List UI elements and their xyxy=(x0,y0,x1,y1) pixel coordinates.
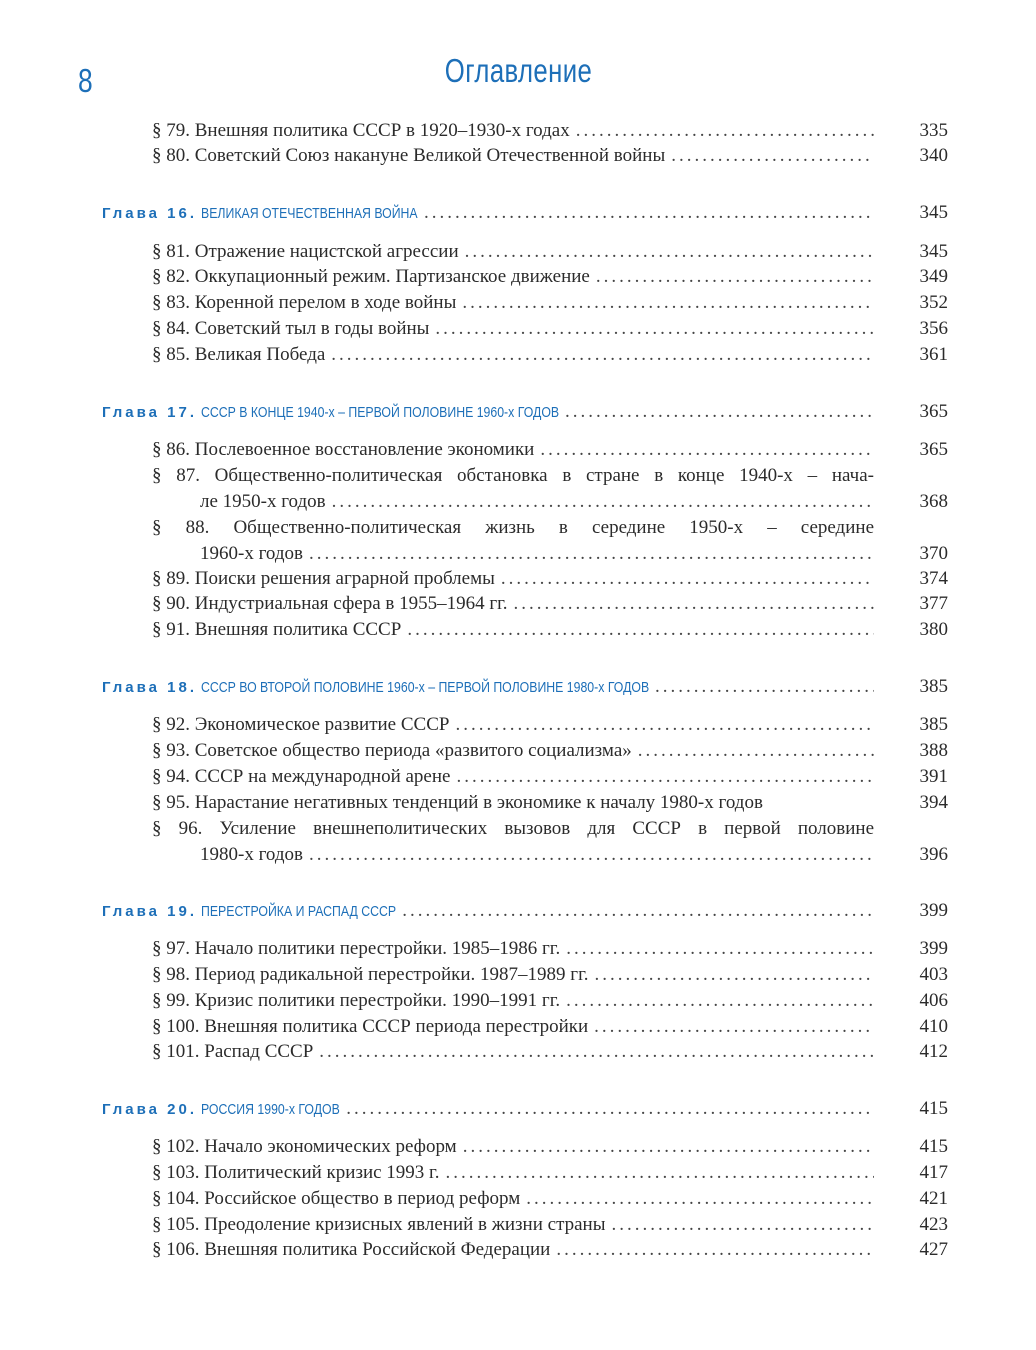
section-title: СССР на международной арене xyxy=(194,766,451,787)
leader-dots xyxy=(455,712,874,738)
chapter-title: ПЕРЕСТРОЙКА И РАСПАД СССР xyxy=(201,903,397,920)
section-title: Советское общество периода «развитого социализма» xyxy=(194,740,632,761)
section-label xyxy=(152,1212,605,1238)
chapter-title: ВЕЛИКАЯ ОТЕЧЕСТВЕННАЯ ВОЙНА xyxy=(201,205,418,222)
toc-section-row xyxy=(152,290,948,316)
section-number: § 89. xyxy=(152,568,190,589)
section-title: Советский тыл в годы войны xyxy=(194,318,430,339)
chapter-label xyxy=(102,899,396,925)
section-label xyxy=(152,1014,588,1040)
section-label xyxy=(152,988,560,1014)
page-ref: 394 xyxy=(919,792,948,813)
section-number: § 81. xyxy=(152,241,190,262)
section-title: Великая Победа xyxy=(194,344,326,365)
page-title xyxy=(0,52,1036,90)
section-number: § 99. xyxy=(152,990,190,1011)
section-title: Внешняя политика СССР xyxy=(194,619,402,640)
section-label xyxy=(152,264,590,290)
section-title: Начало экономических реформ xyxy=(204,1136,457,1157)
section-number: § 82. xyxy=(152,266,190,287)
leader-dots xyxy=(319,1039,874,1065)
section-title: Внешняя политика Российской Федерации xyxy=(204,1239,551,1260)
page-ref: 361 xyxy=(919,344,948,365)
chapter-label xyxy=(102,400,559,426)
section-title-line2: 1980-х годов xyxy=(200,844,303,865)
section-number: § 84. xyxy=(152,318,190,339)
toc-section-line xyxy=(152,515,874,541)
section-label xyxy=(152,290,456,316)
toc-section-row xyxy=(152,1186,948,1212)
toc-section-row xyxy=(152,566,948,592)
section-number: § 101. xyxy=(152,1041,200,1062)
page-ref: 427 xyxy=(919,1239,948,1260)
section-label xyxy=(152,1039,313,1065)
leader-dots xyxy=(594,962,874,988)
leader-dots xyxy=(556,1237,874,1263)
page-ref: 352 xyxy=(919,292,948,313)
section-title-line2: 1960-х годов xyxy=(200,543,303,564)
section-label xyxy=(152,738,632,764)
page-ref: 406 xyxy=(919,990,948,1011)
section-number: § 98. xyxy=(152,964,190,985)
leader-dots xyxy=(501,566,874,592)
toc-section-row xyxy=(152,988,948,1014)
section-title: Начало политики перестройки. 1985–1986 гг. xyxy=(194,938,561,959)
chapter-prefix: Глава 19. xyxy=(102,903,198,920)
section-number: § 95. xyxy=(152,792,190,813)
section-number: § 105. xyxy=(152,1214,200,1235)
page-ref: 377 xyxy=(919,593,948,614)
section-title: Коренной перелом в ходе войны xyxy=(194,292,457,313)
toc-chapter-row xyxy=(102,898,948,925)
section-number: § 80. xyxy=(152,145,190,166)
section-number: § 100. xyxy=(152,1016,200,1037)
toc-section-row xyxy=(152,962,948,988)
chapter-prefix: Глава 18. xyxy=(102,679,198,696)
section-title-line1: Усиление внешнеполитических вызовов для СССР в первой половине xyxy=(219,818,875,839)
leader-dots xyxy=(309,541,874,567)
page-ref: 370 xyxy=(919,543,948,564)
toc-section-row xyxy=(152,1160,948,1186)
section-label xyxy=(152,437,534,463)
leader-dots xyxy=(465,239,874,265)
section-title: Преодоление кризисных явлений в жизни страны xyxy=(204,1214,606,1235)
section-number: § 97. xyxy=(152,938,190,959)
leader-dots xyxy=(671,143,874,169)
leader-dots xyxy=(424,200,874,226)
leader-dots xyxy=(407,617,874,643)
toc-chapter-row xyxy=(102,674,948,701)
leader-dots xyxy=(331,342,874,368)
section-number: § 96. xyxy=(152,818,203,839)
section-title: Политический кризис 1993 г. xyxy=(204,1162,440,1183)
section-label xyxy=(152,1160,439,1186)
page-ref: 385 xyxy=(919,714,948,735)
toc-section-row xyxy=(152,712,948,738)
section-label xyxy=(152,764,450,790)
toc-section-row xyxy=(200,489,948,515)
section-number: § 87. xyxy=(152,465,200,486)
section-label xyxy=(152,118,570,144)
section-label xyxy=(152,936,560,962)
page-ref: 365 xyxy=(919,401,948,422)
chapter-title: СССР В КОНЦЕ 1940-х – ПЕРВОЙ ПОЛОВИНЕ 1960-х ГОДОВ xyxy=(201,404,560,421)
leader-dots xyxy=(435,316,874,342)
toc-chapter-row xyxy=(102,1096,948,1123)
section-title: Индустриальная сфера в 1955–1964 гг. xyxy=(194,593,508,614)
toc-section-row xyxy=(152,143,948,169)
leader-dots xyxy=(402,898,874,924)
toc-section-row xyxy=(152,617,948,643)
section-title: Распад СССР xyxy=(204,1041,314,1062)
section-title: Российское общество в период реформ xyxy=(204,1188,521,1209)
page-ref: 421 xyxy=(919,1188,948,1209)
page-ref: 399 xyxy=(919,938,948,959)
leader-dots xyxy=(655,674,874,700)
toc-section-row xyxy=(152,342,948,368)
section-number: § 91. xyxy=(152,619,190,640)
section-label xyxy=(152,712,449,738)
toc-section-row xyxy=(152,591,948,617)
section-label xyxy=(152,1237,550,1263)
page-ref: 374 xyxy=(919,568,948,589)
section-title-line1: Общественно-политическая обстановка в стране в конце 1940-х – нача- xyxy=(214,465,874,486)
leader-dots xyxy=(332,489,874,515)
section-number: § 90. xyxy=(152,593,190,614)
section-label xyxy=(152,962,588,988)
section-label xyxy=(152,566,495,592)
page-number: 8 xyxy=(78,62,93,99)
toc-section-row xyxy=(152,239,948,265)
leader-dots xyxy=(638,738,874,764)
chapter-label xyxy=(102,675,649,701)
toc-chapter-row xyxy=(102,399,948,426)
section-title: Экономическое развитие СССР xyxy=(194,714,450,735)
page-ref: 345 xyxy=(919,241,948,262)
page-ref: 349 xyxy=(919,266,948,287)
section-number: § 92. xyxy=(152,714,190,735)
toc-section-row xyxy=(152,1014,948,1040)
leader-dots xyxy=(309,842,874,868)
page-ref: 335 xyxy=(919,120,948,141)
page-ref: 415 xyxy=(919,1098,948,1119)
section-title: Послевоенное восстановление экономики xyxy=(194,439,535,460)
section-label xyxy=(152,591,508,617)
section-label xyxy=(152,239,459,265)
page-ref: 368 xyxy=(919,491,948,512)
toc-section-row xyxy=(152,1134,948,1160)
section-number: § 104. xyxy=(152,1188,200,1209)
section-title: Отражение нацистской агрессии xyxy=(194,241,459,262)
section-number: § 85. xyxy=(152,344,190,365)
section-number: § 102. xyxy=(152,1136,200,1157)
section-title-line2: ле 1950-х годов xyxy=(200,491,326,512)
page-ref: 403 xyxy=(919,964,948,985)
leader-dots xyxy=(526,1186,874,1212)
page-ref: 388 xyxy=(919,740,948,761)
toc-section-row xyxy=(200,541,948,567)
section-label xyxy=(152,617,401,643)
toc-chapter-row xyxy=(102,200,948,227)
section-title-line1: Общественно-политическая жизнь в середине 1950-х – середине xyxy=(233,517,874,538)
leader-dots xyxy=(596,264,874,290)
chapter-prefix: Глава 17. xyxy=(102,404,198,421)
leader-dots xyxy=(445,1160,874,1186)
section-label xyxy=(152,790,763,816)
toc-section-row xyxy=(152,437,948,463)
chapter-prefix: Глава 20. xyxy=(102,1101,198,1118)
section-number: § 93. xyxy=(152,740,190,761)
leader-dots xyxy=(566,936,874,962)
toc-section-row xyxy=(152,1237,948,1263)
page-ref: 417 xyxy=(919,1162,948,1183)
toc-section-line xyxy=(152,816,874,842)
page-ref: 365 xyxy=(919,439,948,460)
page-ref: 415 xyxy=(919,1136,948,1157)
page-ref: 423 xyxy=(919,1214,948,1235)
page-ref: 345 xyxy=(919,202,948,223)
section-title: Нарастание негативных тенденций в экономике к началу 1980-х годов xyxy=(194,792,763,813)
leader-dots xyxy=(514,591,874,617)
page-ref: 340 xyxy=(919,145,948,166)
leader-dots xyxy=(346,1096,874,1122)
section-label xyxy=(152,342,325,368)
section-title: Оккупационный режим. Партизанское движение xyxy=(194,266,590,287)
section-title: Внешняя политика СССР периода перестройки xyxy=(204,1016,589,1037)
toc-section-row xyxy=(152,1039,948,1065)
section-label xyxy=(152,1134,457,1160)
section-number: § 83. xyxy=(152,292,190,313)
page-ref: 391 xyxy=(919,766,948,787)
leader-dots xyxy=(463,1134,874,1160)
page-ref: 380 xyxy=(919,619,948,640)
chapter-prefix: Глава 16. xyxy=(102,205,198,222)
leader-dots xyxy=(565,399,874,425)
toc-section-row xyxy=(152,738,948,764)
section-title: Советский Союз накануне Великой Отечественной войны xyxy=(194,145,666,166)
leader-dots xyxy=(456,764,874,790)
page-ref: 385 xyxy=(919,676,948,697)
leader-dots xyxy=(576,118,874,144)
chapter-title: РОССИЯ 1990-х ГОДОВ xyxy=(201,1101,340,1118)
leader-dots xyxy=(540,437,874,463)
toc-section-row xyxy=(152,764,948,790)
page-ref: 399 xyxy=(919,900,948,921)
page-ref: 410 xyxy=(919,1016,948,1037)
page-ref: 396 xyxy=(919,844,948,865)
toc-section-row xyxy=(200,842,948,868)
section-title: Кризис политики перестройки. 1990–1991 гг. xyxy=(194,990,561,1011)
section-title: Внешняя политика СССР в 1920–1930-х годах xyxy=(194,120,570,141)
page-ref: 356 xyxy=(919,318,948,339)
section-title: Период радикальной перестройки. 1987–1989 гг. xyxy=(194,964,589,985)
page-title-text: Оглавление xyxy=(444,52,592,89)
section-label xyxy=(152,316,429,342)
chapter-label xyxy=(102,1097,340,1123)
section-title: Поиски решения аграрной проблемы xyxy=(194,568,495,589)
section-number: § 79. xyxy=(152,120,190,141)
section-label xyxy=(152,143,665,169)
section-number: § 103. xyxy=(152,1162,200,1183)
toc-section-row xyxy=(152,1212,948,1238)
toc-section-row xyxy=(152,790,948,816)
chapter-label xyxy=(102,201,418,227)
section-label xyxy=(152,1186,520,1212)
section-number: § 88. xyxy=(152,517,210,538)
section-number: § 94. xyxy=(152,766,190,787)
chapter-title: СССР ВО ВТОРОЙ ПОЛОВИНЕ 1960-х – ПЕРВОЙ ПОЛОВИНЕ 1980-х ГОДОВ xyxy=(201,679,650,696)
toc-section-row xyxy=(152,316,948,342)
section-number: § 86. xyxy=(152,439,190,460)
section-number: § 106. xyxy=(152,1239,200,1260)
leader-dots xyxy=(566,988,874,1014)
leader-dots xyxy=(611,1212,874,1238)
leader-dots xyxy=(462,290,874,316)
toc-section-row xyxy=(152,118,948,144)
toc-section-line xyxy=(152,463,874,489)
page-ref: 412 xyxy=(919,1041,948,1062)
toc-section-row xyxy=(152,264,948,290)
toc-section-row xyxy=(152,936,948,962)
leader-dots xyxy=(594,1014,874,1040)
